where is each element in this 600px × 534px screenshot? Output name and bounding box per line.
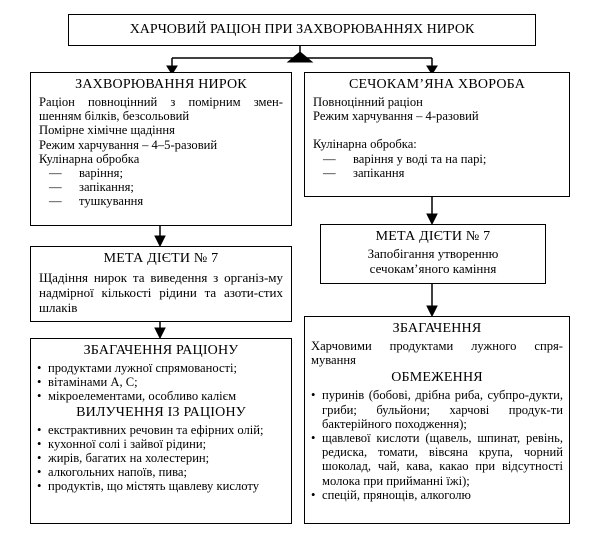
enrichment-list xyxy=(37,361,285,404)
arrow-down-icon xyxy=(427,306,437,316)
cooking-label: Кулінарна обробка: xyxy=(313,137,417,152)
meal-regime: Режим харчування – 4–5-разовий xyxy=(39,137,218,152)
list-item: • вітамінами А, С; xyxy=(37,375,285,389)
goal-heading: МЕТА ДІЄТИ № 7 xyxy=(103,251,219,266)
goal-text-line-2: сечокам’яного каміння xyxy=(369,261,497,276)
list-item: • пуринів (бобові, дрібна риба, субпро-дукти, гриби; бульйони; харчові продук-ти бактерійного походження); xyxy=(311,388,563,431)
branch-arrow-icon xyxy=(288,52,312,62)
enrichment-heading: ЗБАГАЧЕННЯ xyxy=(392,321,482,336)
exclusion-list xyxy=(37,423,285,494)
cooking-methods-list xyxy=(39,166,283,209)
cooking-methods-list xyxy=(313,152,561,180)
chemical-sparing: Помірне хімічне щадіння xyxy=(39,123,175,138)
meal-regime: Режим харчування – 4-разовий xyxy=(313,109,479,124)
list-item: — тушкування xyxy=(39,194,283,208)
goal-heading: МЕТА ДІЄТИ № 7 xyxy=(375,229,491,244)
kidney-enrichment-box xyxy=(30,338,292,524)
urolithiasis-heading: СЕЧОКАМ’ЯНА ХВОРОБА xyxy=(348,77,526,92)
list-item: — запікання; xyxy=(39,180,283,194)
enrichment-heading: ЗБАГАЧЕННЯ РАЦІОНУ xyxy=(83,343,239,358)
goal-text: Щадіння нирок та виведення з організ-му надмірної кількості рідини та азоти-стих шлаків xyxy=(39,270,283,315)
list-item: • щавлевої кислоти (щавель, шпинат, ревінь, редиска, томати, вівсяна крупа, чорний шоколад, чай, кава, какао при відсутності молока при прийманні їжі); xyxy=(311,431,563,488)
list-item: — варіння; xyxy=(39,166,283,180)
diet-description: Повноцінний раціон xyxy=(313,95,423,109)
kidney-disease-box xyxy=(30,72,292,226)
list-item: • спецій, прянощів, алкоголю xyxy=(311,488,563,502)
arrow-down-icon xyxy=(155,236,165,246)
arrow-down-icon xyxy=(155,328,165,338)
restrictions-list xyxy=(311,388,563,502)
list-item: • кухонної солі і зайвої рідини; xyxy=(37,437,285,451)
list-item: • продуктами лужної спрямованості; xyxy=(37,361,285,375)
list-item: — варіння у воді та на парі; xyxy=(313,152,561,166)
list-item: — запікання xyxy=(313,166,561,180)
exclusion-heading: ВИЛУЧЕННЯ ІЗ РАЦІОНУ xyxy=(76,404,246,420)
urolithiasis-box xyxy=(304,72,570,197)
list-item: • жирів, багатих на холестерин; xyxy=(37,451,285,465)
arrow-down-icon xyxy=(427,214,437,224)
cooking-label: Кулінарна обробка xyxy=(39,151,140,166)
urolithiasis-goal-box xyxy=(320,224,546,284)
main-title-box xyxy=(68,14,536,46)
main-title: ХАРЧОВИЙ РАЦІОН ПРИ ЗАХВОРЮВАННЯХ НИРОК xyxy=(129,22,475,37)
list-item: • алкогольних напоїв, пива; xyxy=(37,465,285,479)
diet-description: Раціон повноцінний з помірним змен-шенням білків, безсольовий xyxy=(39,95,283,124)
restrictions-heading: ОБМЕЖЕННЯ xyxy=(391,370,483,386)
list-item: • екстрактивних речовин та ефірних олій; xyxy=(37,423,285,437)
list-item: • мікроелементами, особливо калієм xyxy=(37,389,285,403)
goal-text-line-1: Запобігання утворенню xyxy=(367,246,499,261)
urolithiasis-enrichment-box xyxy=(304,316,570,524)
kidney-disease-heading: ЗАХВОРЮВАННЯ НИРОК xyxy=(75,77,247,92)
enrichment-text: Харчовими продуктами лужного спря-мування xyxy=(311,339,563,368)
kidney-diet-goal-box xyxy=(30,246,292,322)
list-item: • продуктів, що містять щавлеву кислоту xyxy=(37,479,285,493)
